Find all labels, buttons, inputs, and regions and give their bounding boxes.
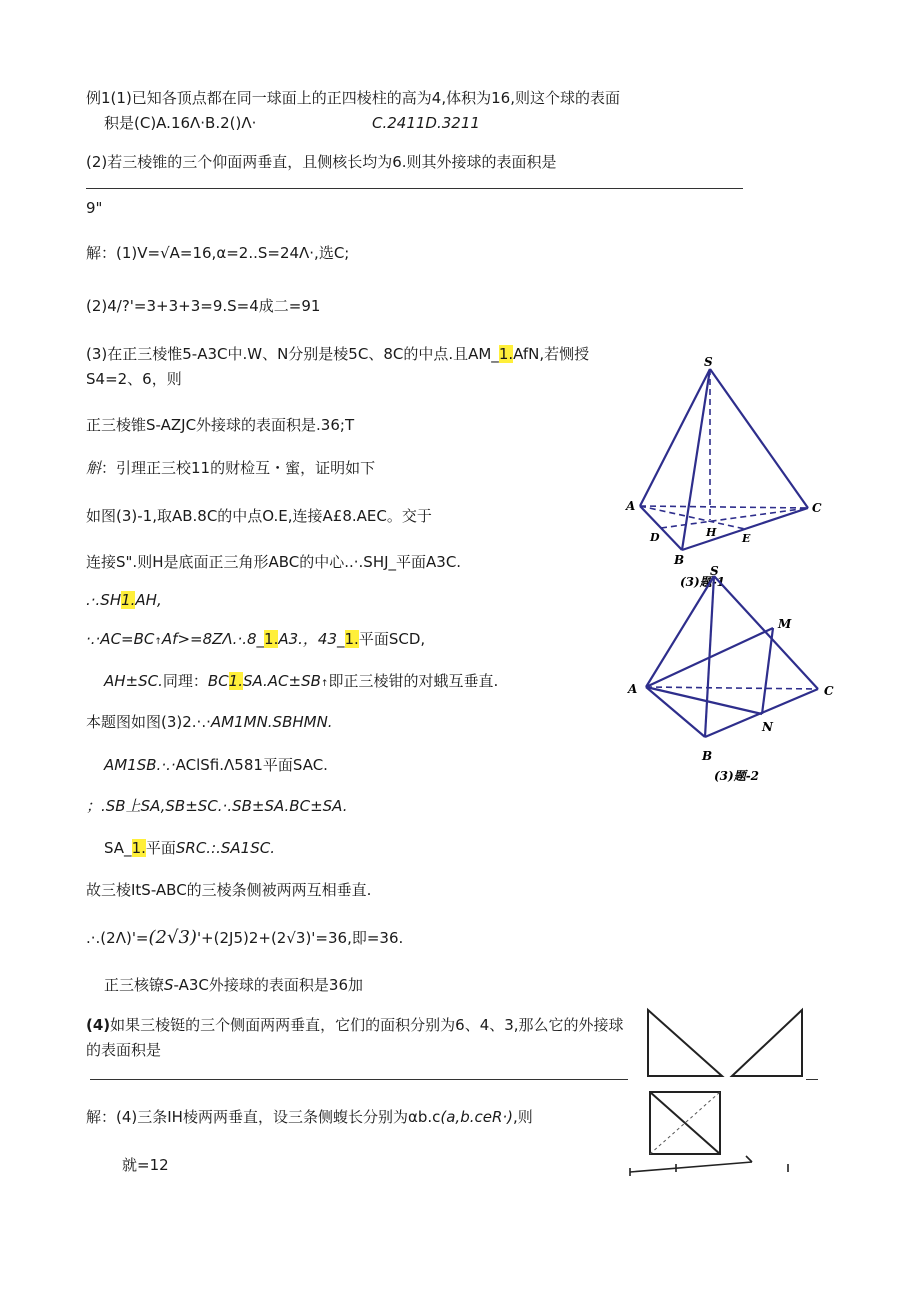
vertex-label-m: M [778, 617, 792, 631]
solution-4-step: 就=12 [122, 1156, 169, 1174]
solution-3-step-9: SA_1.平面SRC.:.SA1SC. [104, 839, 275, 857]
answer-blank-line-4 [90, 1079, 628, 1080]
vertex-label-c: C [812, 501, 822, 515]
example-1-options-c-d: C.2411D.3211 [372, 114, 480, 132]
solution-3-step-5: AH±SC.同理：BC1.SA.AC±SB↑即正三棱钳的对蛾互垂直. [104, 672, 499, 690]
figure-caption-1: (3)题-1 [680, 575, 726, 589]
question-3-line-2: S4=2、6，则 [86, 370, 182, 388]
solution-3-step-8: ；.SB上SA,SB±SC.·.SB±SA.BC±SA. [86, 797, 348, 815]
answer-2-fragment: 9" [86, 199, 103, 217]
solution-3-step-10: 故三棱ItS-ABC的三棱条侧被两两互相垂直. [86, 881, 372, 899]
vertex-label-c: C [824, 684, 834, 698]
solution-3-step-7: AM1SB.·.·AClSfi.Λ581平面SAC. [104, 756, 328, 774]
solution-1: 解：(1)V=√A=16,α=2..S=24Λ·,选C; [86, 244, 350, 262]
vertex-label-b: B [702, 749, 713, 763]
vertex-label-s: S [704, 355, 713, 369]
answer-blank-line [86, 188, 743, 189]
question-3-line-1: (3)在正三棱惟5-A3C中.W、N分别是棱5C、8C的中点.且AM_1.AfN,若恻授 [86, 345, 590, 363]
solution-3-conclusion: 正三核镣S-A3C外接球的表面积是36加 [104, 976, 363, 994]
vertex-label-a: A [626, 499, 636, 513]
solution-4: 解：(4)三条IH棱两两垂直，设三条侧蝮长分别为αb.c(a,b.ceR·),则 [86, 1108, 533, 1126]
solution-3-step-2: 连接S".则H是底面正三角形ABC的中心..·.SHJ_平面A3C. [86, 553, 462, 571]
vertex-label-d: D [650, 531, 660, 544]
vertex-label-a: A [628, 682, 638, 696]
three-view-figure [624, 1004, 824, 1184]
solution-3-step-4: ·.·AC=BC↑Af>=8ZΛ.·.8_1.A3.，43_1.平面SCD, [86, 630, 426, 648]
tetrahedron-figure-1 [616, 352, 836, 592]
question-4-line-1: (4)如果三棱铤的三个侧面两两垂直，它们的面积分别为6、4、3,那么它的外接球 [86, 1016, 624, 1034]
figure-caption-2: (3)题-2 [714, 769, 760, 783]
vertex-label-h: H [706, 526, 717, 539]
solution-3-step-6: 本题图如图(3)2.·.·AM1MN.SBHMN. [86, 713, 333, 731]
solution-3-step-1: 如图(3)-1,取AB.8C的中点O.E,连接A£8.AEC。交于 [86, 507, 432, 525]
tetrahedron-figure-2 [616, 566, 846, 786]
example-1-options-a-b: 积是(C)A.16Λ·B.2()Λ· [104, 114, 257, 132]
solution-2: (2)4/?'=3+3+3=9.S=4成二=91 [86, 297, 321, 315]
solution-3-step-3: .·.SH1.AH, [86, 591, 162, 609]
solution-3-step-11: .·.(2Λ)'=(2√3)'+(2J5)2+(2√3)'=36,即=36. [86, 927, 404, 948]
question-2: (2)若三棱锥的三个仰面两垂直，且侧核长均为6.则其外接球的表面积是 [86, 153, 557, 171]
question-3-answer: 正三棱锥S-AZJC外接球的表面积是.36;T [86, 416, 355, 434]
solution-3-lemma: 斛：引理正三校11的财检互・蜜，证明如下 [86, 459, 376, 477]
vertex-label-s: S [710, 566, 719, 578]
vertex-label-b: B [674, 553, 685, 567]
vertex-label-n: N [762, 720, 773, 734]
example-1-question: 例1(1)已知各顶点都在同一球面上的正四棱柱的高为4,体积为16,则这个球的表面 [86, 89, 620, 107]
vertex-label-e: E [742, 532, 751, 545]
question-4-line-2: 的表面积是 [86, 1041, 162, 1059]
